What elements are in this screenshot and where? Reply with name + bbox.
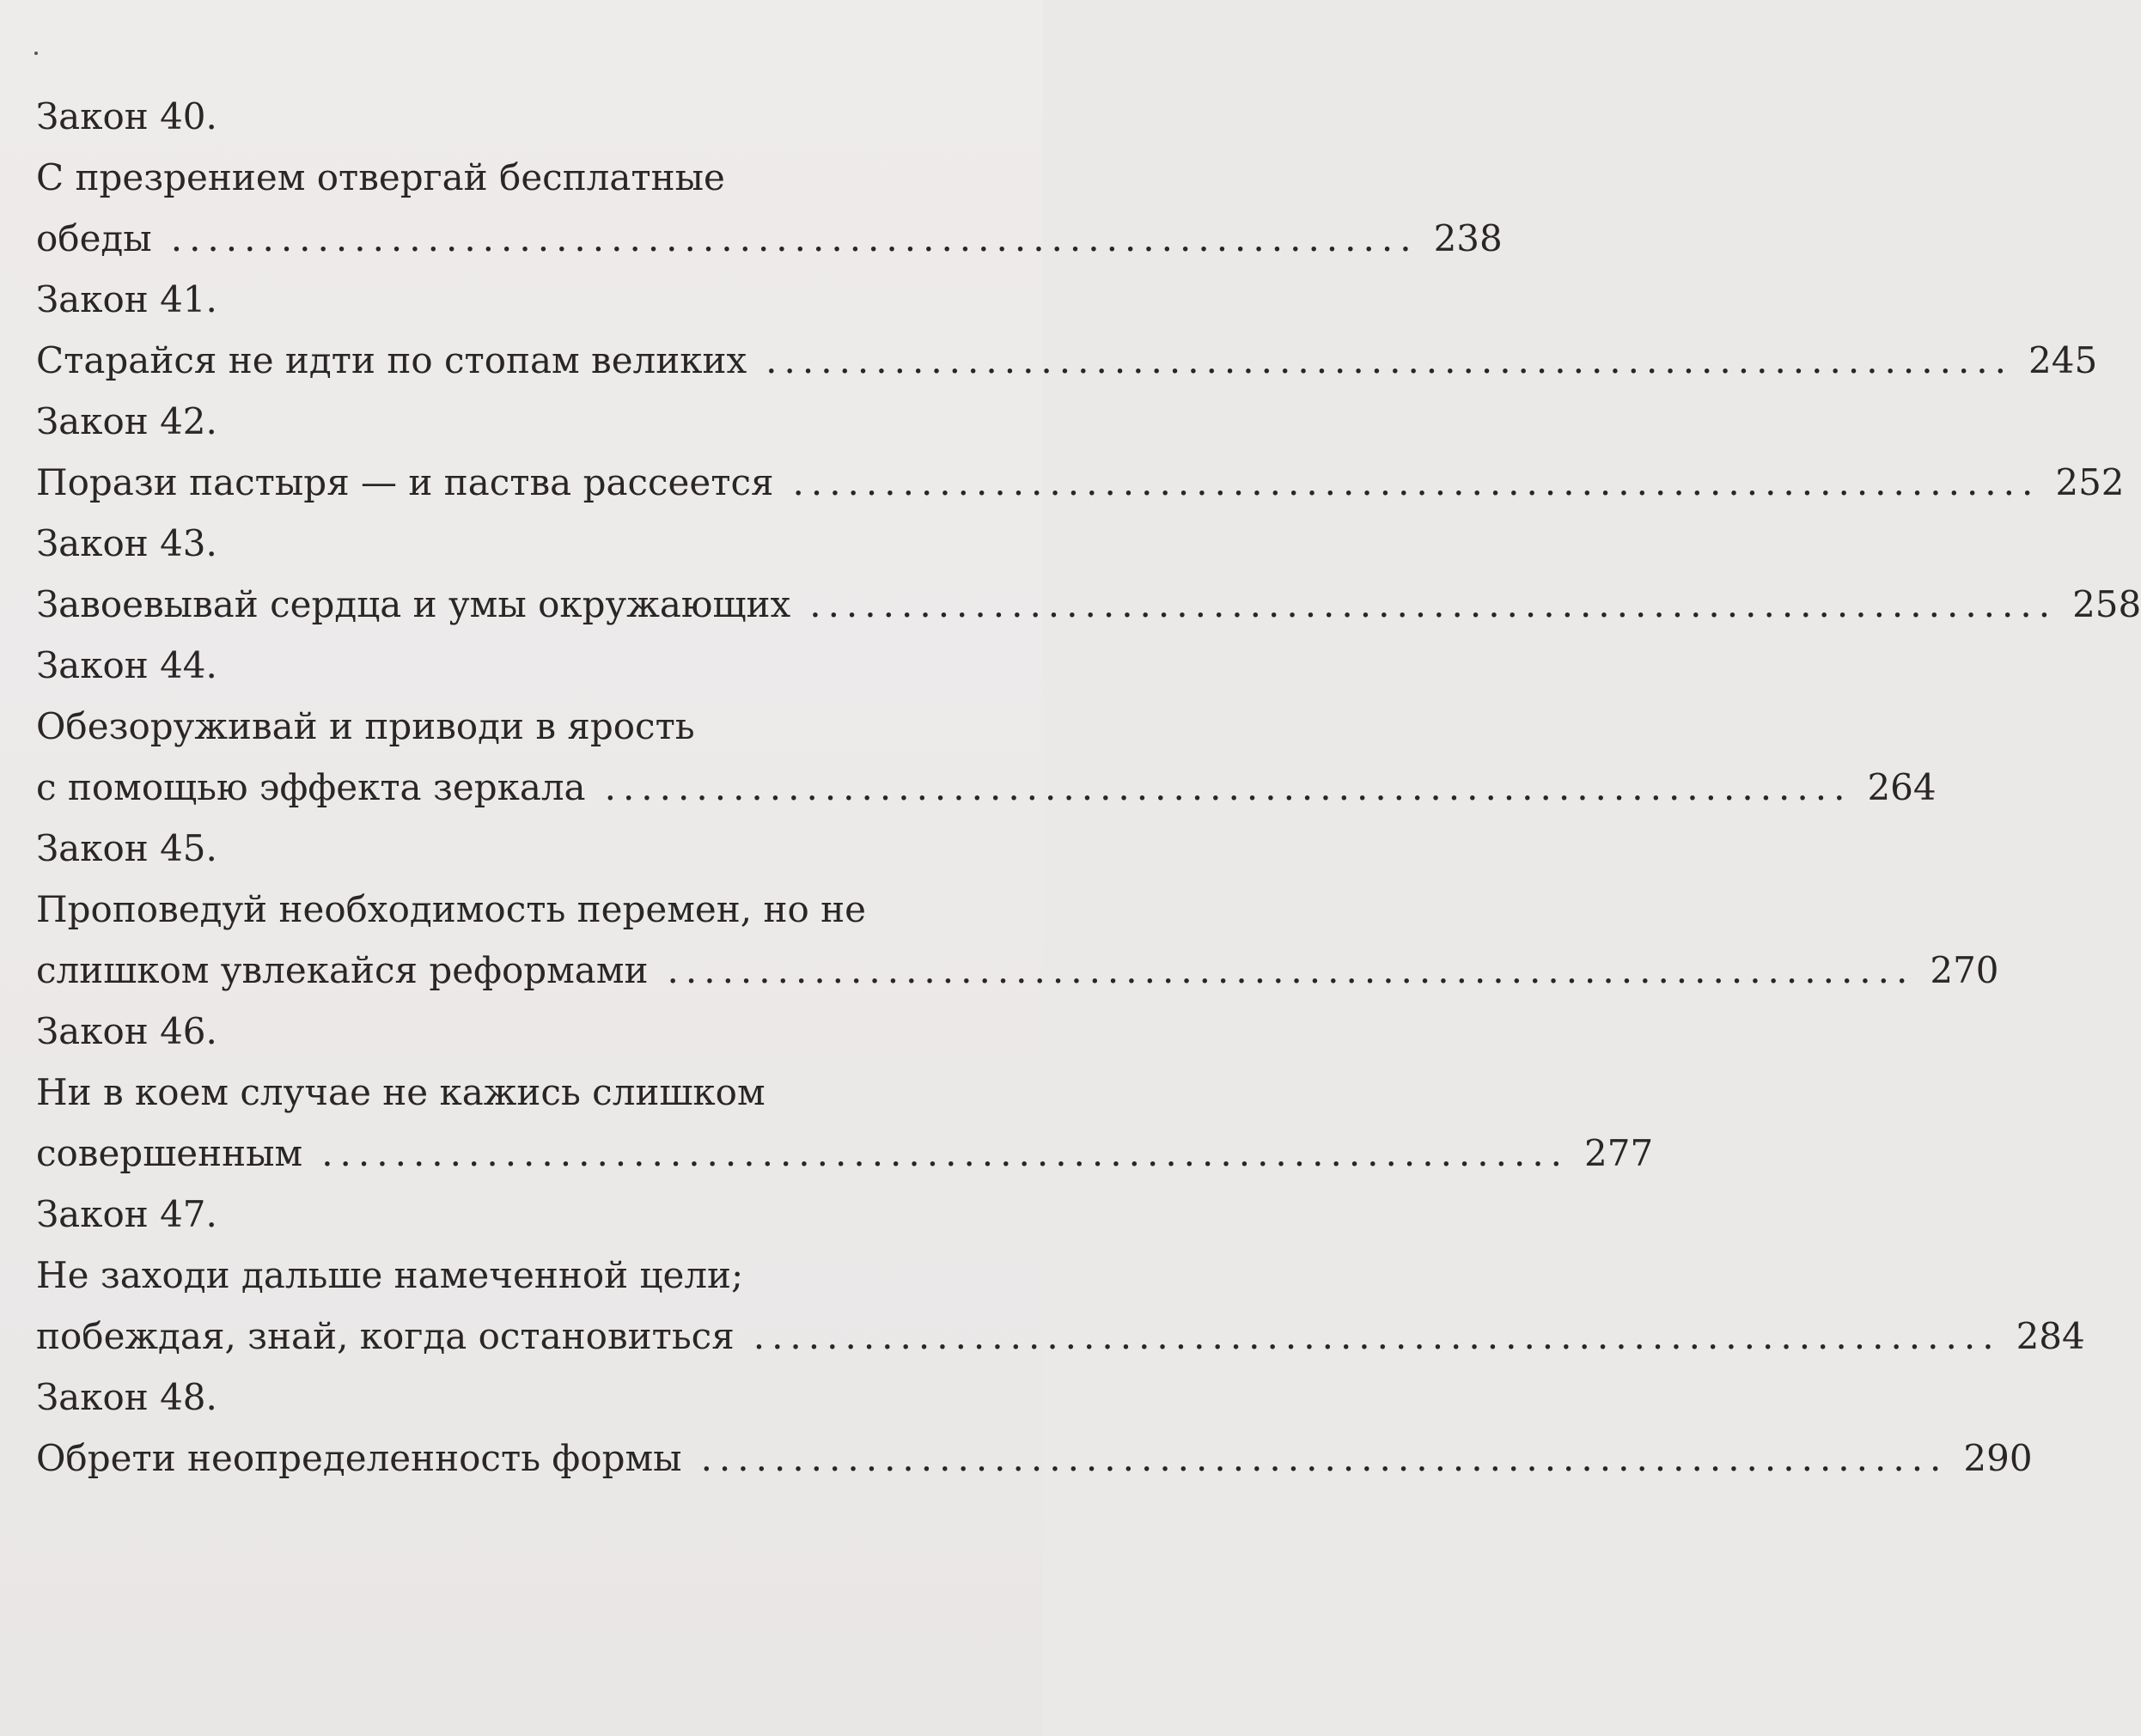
law-40-page: 238 [1433,217,1503,259]
law-40-title-line: С презрением отвергай бесплатные [36,156,725,198]
law-42-title: Порази пастыря — и паства рассеется [36,461,774,503]
law-46-entry [36,1123,1654,1184]
law-46-label: Закон 46. [36,1010,217,1052]
law-40-title-end: обеды [36,217,152,259]
law-46-page: 277 [1584,1132,1654,1174]
dot-leader: .................................................................... [321,1132,1570,1174]
table-of-contents [36,86,2141,1489]
dot-leader: .................................................................... [809,583,2058,625]
law-40-label: Закон 40. [36,95,217,137]
dot-leader: .................................................................... [792,461,2040,503]
law-47-title-line: Не заходи дальше намеченной цели; [36,1254,744,1296]
dot-leader: .................................................................... [700,1437,1949,1479]
law-42-label: Закон 42. [36,400,217,442]
dot-leader: .................................................................... [667,949,1915,991]
dot-leader: .................................................................... [766,339,2014,381]
law-43-entry [36,574,2141,635]
law-48-page: 290 [1963,1437,2033,1479]
law-47-label: Закон 47. [36,1193,217,1235]
law-44-title-end: с помощью эффекта зеркала [36,766,586,808]
law-47-title-end: побеждая, знай, когда остановиться [36,1315,735,1357]
law-46-title-end: совершенным [36,1132,303,1174]
page-speck [34,52,38,55]
law-45-title-line: Проповедуй необходимость перемен, но не [36,888,866,930]
law-41-label: Закон 41. [36,278,217,320]
dot-leader: .................................................................... [170,217,1418,259]
law-45-label: Закон 45. [36,827,217,869]
law-48-title: Обрети неопределенность формы [36,1437,682,1479]
law-40-entry [36,208,1503,269]
law-47-page: 284 [2016,1315,2085,1357]
law-45-entry [36,940,1999,1001]
law-46-title-line: Ни в коем случае не кажись слишком [36,1071,766,1113]
dot-leader: .................................................................... [753,1315,2001,1357]
law-41-page: 245 [2028,339,2098,381]
law-44-label: Закон 44. [36,644,217,686]
law-44-page: 264 [1867,766,1937,808]
law-47-entry [36,1306,2085,1367]
law-48-entry [36,1428,2033,1489]
law-41-title: Старайся не идти по стопам великих [36,339,747,381]
law-43-label: Закон 43. [36,522,217,564]
law-41-entry [36,330,2098,391]
law-42-entry [36,452,2125,513]
law-45-page: 270 [1930,949,1999,991]
law-45-title-end: слишком увлекайся реформами [36,949,649,991]
dot-leader: .................................................................... [604,766,1852,808]
law-48-label: Закон 48. [36,1376,217,1418]
law-42-page: 252 [2055,461,2125,503]
law-43-page: 258 [2072,583,2141,625]
law-43-title: Завоевывай сердца и умы окружающих [36,583,791,625]
law-44-entry [36,757,1937,818]
law-44-title-line: Обезоруживай и приводи в ярость [36,705,695,747]
